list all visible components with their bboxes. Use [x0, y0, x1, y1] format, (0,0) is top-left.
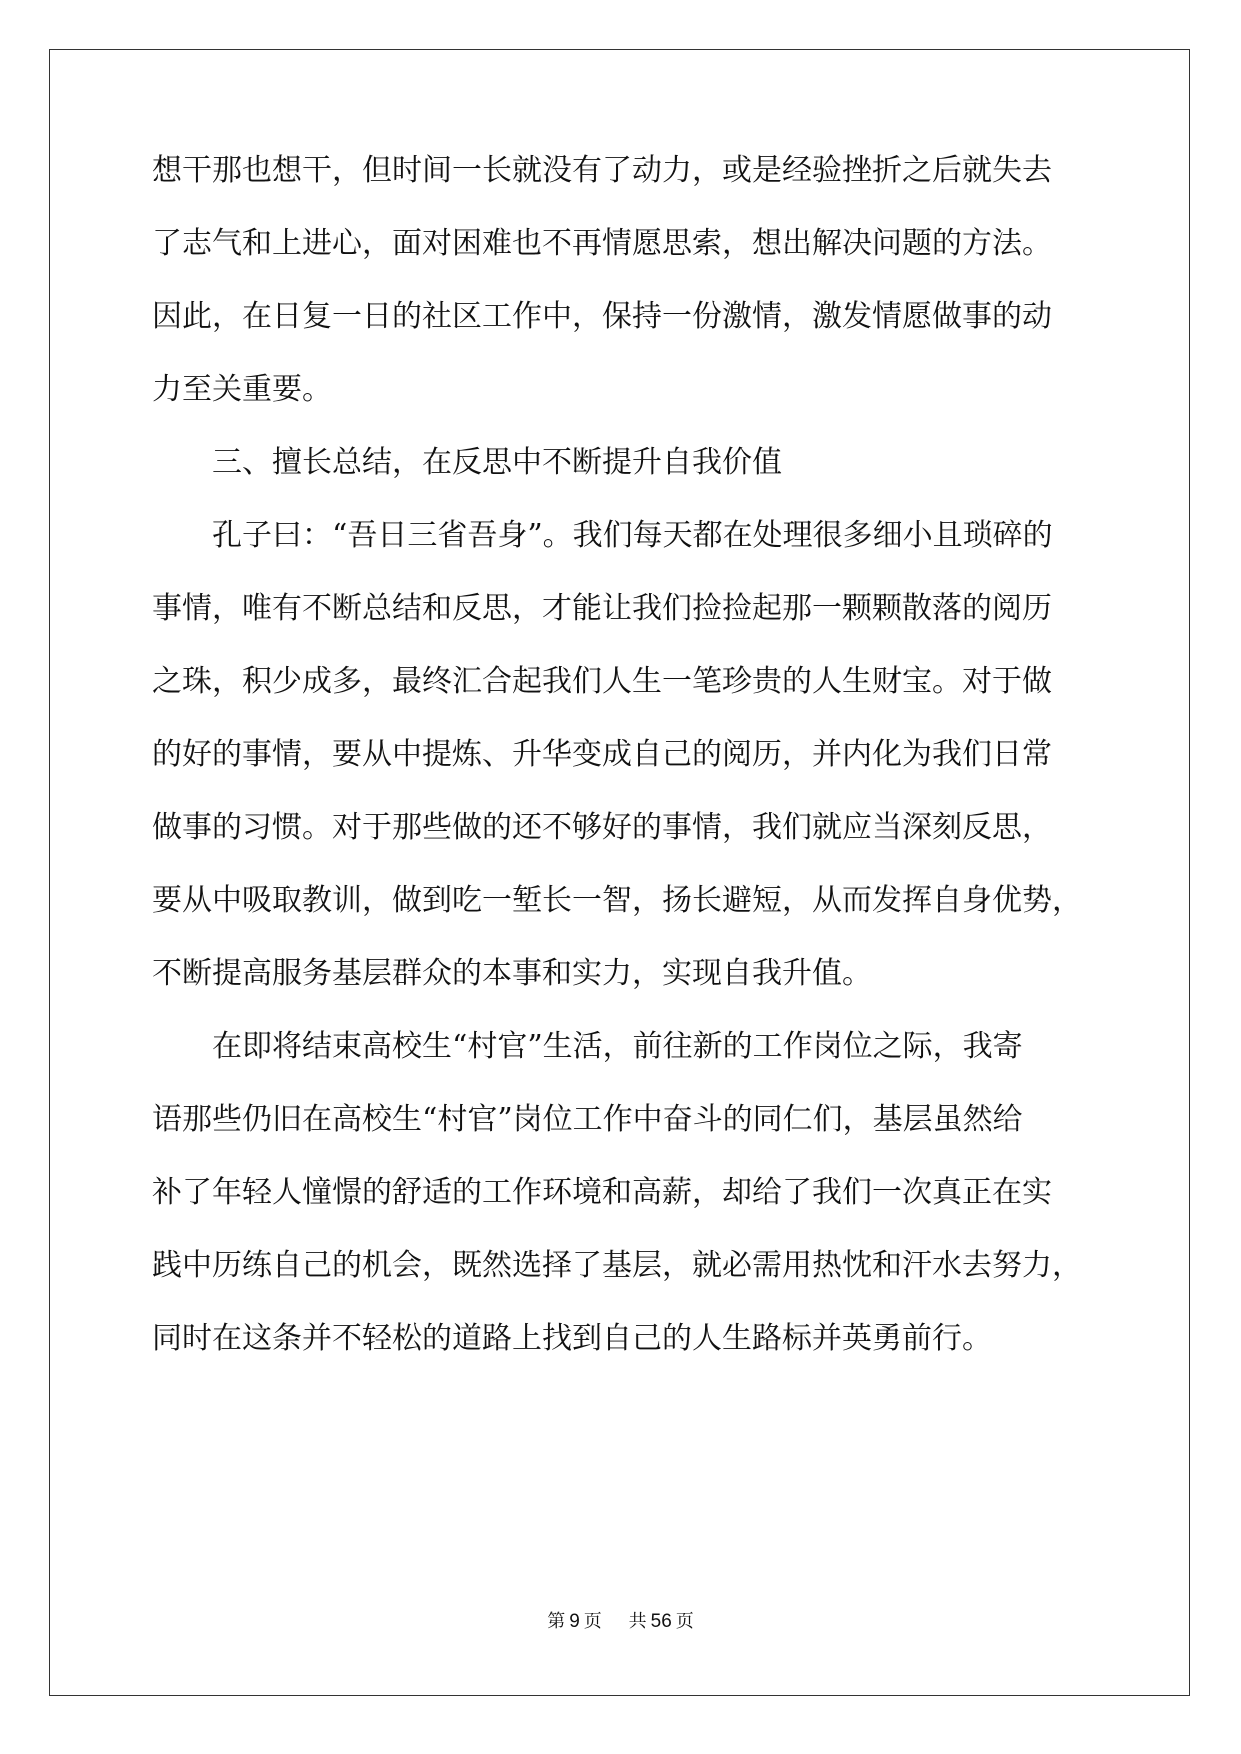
current-page-number: 9	[569, 1611, 580, 1632]
section-heading: 三、擅长总结，在反思中不断提升自我价值	[212, 445, 782, 480]
footer-total-suffix: 页	[675, 1611, 694, 1632]
total-pages-number: 56	[650, 1611, 672, 1632]
text-line: 不断提高服务基层群众的本事和实力，实现自我升值。	[152, 956, 872, 991]
text-line: 语那些仍旧在高校生“村官”岗位工作中奋斗的同仁们，基层虽然给	[152, 1102, 1023, 1137]
text-line: 之珠，积少成多，最终汇合起我们人生一笔珍贵的人生财宝。对于做	[152, 664, 1052, 699]
footer-prefix: 第	[547, 1611, 566, 1632]
text-line: 的好的事情，要从中提炼、升华变成自己的阅历，并内化为我们日常	[152, 737, 1052, 772]
text-line: 做事的习惯。对于那些做的还不够好的事情，我们就应当深刻反思，	[152, 810, 1052, 845]
text-line: 同时在这条并不轻松的道路上找到自己的人生路标并英勇前行。	[152, 1321, 992, 1356]
text-line: 想干那也想干，但时间一长就没有了动力，或是经验挫折之后就失去	[152, 153, 1052, 188]
text-line: 践中历练自己的机会，既然选择了基层，就必需用热忱和汗水去努力，	[152, 1248, 1082, 1283]
text-line: 力至关重要。	[152, 372, 332, 407]
footer-total-prefix: 共	[628, 1611, 647, 1632]
text-line: 孔子曰：“吾日三省吾身”。我们每天都在处理很多细小且琐碎的	[212, 518, 1053, 553]
text-line: 在即将结束高校生“村官”生活，前往新的工作岗位之际，我寄	[212, 1029, 1023, 1064]
text-line: 因此，在日复一日的社区工作中，保持一份激情，激发情愿做事的动	[152, 299, 1052, 334]
text-line: 事情，唯有不断总结和反思，才能让我们捡捡起那一颗颗散落的阅历	[152, 591, 1052, 626]
text-line: 要从中吸取教训，做到吃一堑长一智，扬长避短，从而发挥自身优势，	[152, 883, 1082, 918]
text-line: 补了年轻人憧憬的舒适的工作环境和高薪，却给了我们一次真正在实	[152, 1175, 1052, 1210]
footer-page-suffix: 页	[583, 1611, 602, 1632]
page-footer	[0, 1607, 1241, 1633]
page-border	[49, 49, 1190, 1696]
text-line: 了志气和上进心，面对困难也不再情愿思索，想出解决问题的方法。	[152, 226, 1052, 261]
